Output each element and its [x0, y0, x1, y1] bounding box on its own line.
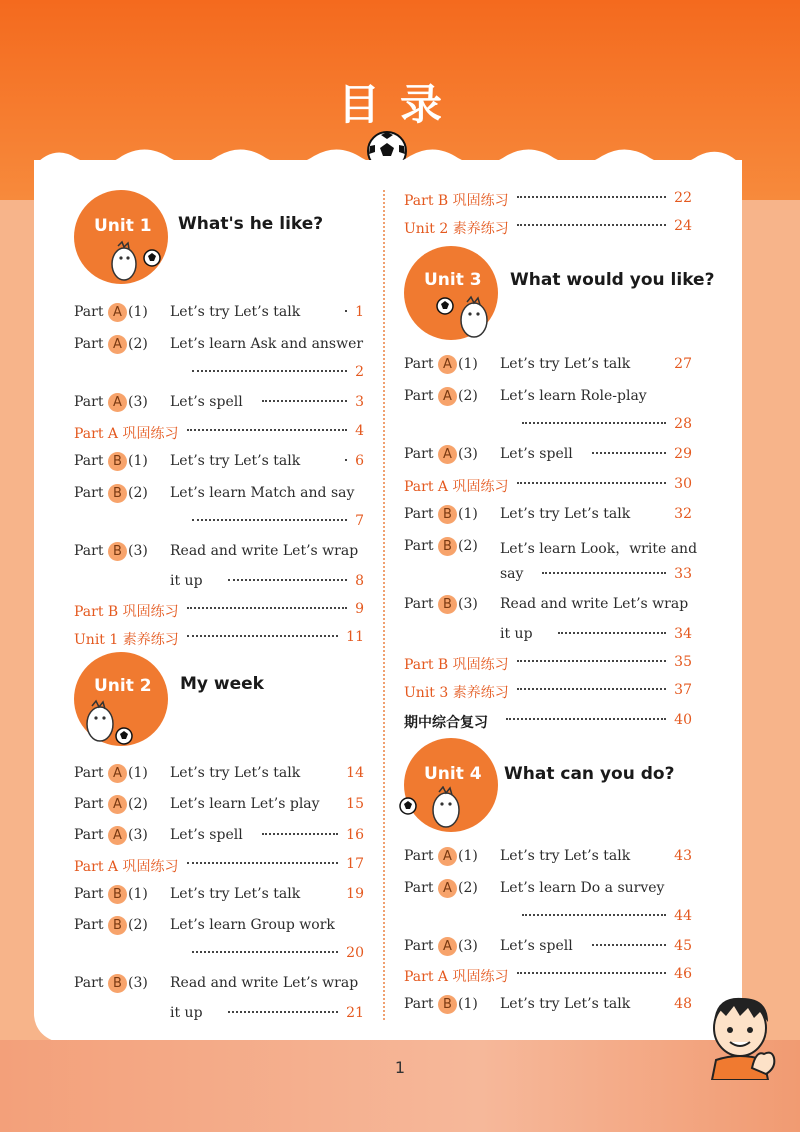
practice-label: Unit 3 素养练习 [404, 685, 509, 701]
leader-dots [517, 660, 667, 662]
page-title: 目录 [337, 80, 462, 129]
activity-label: Let’s learn Ask and answer [170, 336, 364, 352]
part-letter-badge: A [438, 847, 457, 866]
page-number-ref: 43 [674, 848, 692, 864]
part-label: Part [74, 394, 104, 410]
leader-dots [187, 429, 348, 431]
page-number-ref: 32 [674, 506, 692, 522]
activity-label: Let’s spell [170, 827, 243, 843]
page-number-ref: 28 [674, 416, 692, 432]
contents-row [404, 218, 692, 244]
dinosaur-mascot-icon [78, 698, 138, 748]
contents-row [404, 938, 692, 964]
part-number: (3) [128, 543, 148, 559]
page-number-ref: 3 [355, 394, 364, 410]
part-letter-badge: B [108, 542, 127, 561]
part-number: (3) [458, 596, 478, 612]
contents-row [404, 908, 692, 934]
part-number: (1) [458, 848, 478, 864]
unit-4-label: Unit 4 [424, 764, 482, 784]
unit-1-title: What's he like? [178, 214, 324, 234]
practice-label: Unit 1 素养练习 [74, 632, 179, 648]
leader-dots [228, 579, 347, 581]
activity-label: Let’s try Let’s talk [170, 886, 301, 902]
page-number-ref: 29 [674, 446, 692, 462]
dinosaur-mascot-icon [104, 240, 164, 286]
unit-3-label: Unit 3 [424, 270, 482, 290]
part-number: (1) [458, 356, 478, 372]
leader-dots [522, 422, 666, 424]
column-divider [383, 190, 385, 1020]
contents-row [74, 975, 364, 1001]
activity-label: Let’s learn Do a survey [500, 880, 665, 896]
activity-label: Let’s spell [500, 446, 573, 462]
part-letter-badge: B [108, 885, 127, 904]
part-letter-badge: B [108, 452, 127, 471]
contents-row [74, 364, 364, 390]
activity-label: Let’s spell [500, 938, 573, 954]
part-letter-badge: A [108, 335, 127, 354]
part-label: Part [74, 336, 104, 352]
part-number: (2) [458, 538, 478, 554]
leader-dots [592, 944, 666, 946]
part-label: Part [404, 848, 434, 864]
part-letter-badge: A [438, 445, 457, 464]
part-number: (1) [128, 886, 148, 902]
contents-row [404, 682, 692, 708]
page-number-ref: 46 [674, 966, 692, 982]
contents-row [404, 654, 692, 680]
leader-dots [542, 572, 666, 574]
activity-label: Let’s try Let’s talk [500, 848, 631, 864]
leader-dots [192, 370, 347, 372]
practice-label: Part B 巩固练习 [404, 193, 509, 209]
contents-row [404, 388, 692, 414]
contents-row [74, 485, 364, 511]
leader-dots [558, 632, 666, 634]
leader-dots [262, 833, 338, 835]
leader-dots [345, 310, 347, 312]
page-number-ref: 4 [355, 423, 364, 439]
page-number-ref: 11 [346, 629, 364, 645]
contents-row [74, 917, 364, 943]
part-label: Part [74, 975, 104, 991]
part-letter-badge: B [108, 484, 127, 503]
practice-label: Part B 巩固练习 [404, 657, 509, 673]
unit-4-title: What can you do? [504, 764, 675, 784]
part-label: Part [404, 880, 434, 896]
leader-dots [228, 1011, 338, 1013]
part-number: (2) [128, 336, 148, 352]
leader-dots [592, 452, 666, 454]
contents-card [34, 160, 742, 1042]
part-label: Part [74, 827, 104, 843]
part-number: (1) [128, 453, 148, 469]
contents-row [404, 476, 692, 502]
part-letter-badge: B [108, 974, 127, 993]
practice-label: Part A 巩固练习 [404, 969, 509, 985]
part-letter-badge: A [438, 387, 457, 406]
activity-label: Let’s learn Look，write and [500, 541, 698, 557]
activity-label: Let’s learn Match and say [170, 485, 355, 501]
page-number-ref: 19 [346, 886, 364, 902]
practice-label: Part B 巩固练习 [74, 604, 179, 620]
leader-dots [187, 607, 348, 609]
leader-dots [187, 635, 339, 637]
part-label: Part [74, 543, 104, 559]
page-number-ref: 15 [346, 796, 364, 812]
page-number-ref: 6 [355, 453, 364, 469]
contents-row [74, 513, 364, 539]
part-letter-badge: B [438, 995, 457, 1014]
page-number-ref: 30 [674, 476, 692, 492]
part-label: Part [404, 538, 434, 554]
leader-dots [522, 914, 666, 916]
contents-row [74, 304, 364, 330]
activity-label: Let’s learn Role-play [500, 388, 647, 404]
leader-dots [262, 400, 347, 402]
contents-row [404, 966, 692, 992]
page-number-ref: 8 [355, 573, 364, 589]
contents-row [74, 945, 364, 971]
activity-label: Read and write Let’s wrap [500, 596, 689, 612]
contents-row [74, 827, 364, 853]
part-number: (3) [128, 827, 148, 843]
activity-label: Let’s learn Group work [170, 917, 335, 933]
page-number-ref: 34 [674, 626, 692, 642]
leader-dots [187, 862, 339, 864]
review-label: 期中综合复习 [404, 715, 488, 731]
page-number-ref: 35 [674, 654, 692, 670]
boy-mascot-icon [702, 988, 782, 1080]
leader-dots [192, 951, 338, 953]
activity-continued: it up [170, 573, 203, 589]
practice-label: Part A 巩固练习 [404, 479, 509, 495]
contents-row [404, 446, 692, 472]
part-letter-badge: A [108, 393, 127, 412]
page-number-ref: 7 [355, 513, 364, 529]
part-letter-badge: B [438, 537, 457, 556]
page-number-ref: 22 [674, 190, 692, 206]
part-label: Part [404, 996, 434, 1012]
page-number-ref: 14 [346, 765, 364, 781]
practice-label: Part A 巩固练习 [74, 426, 179, 442]
contents-row [74, 1005, 364, 1031]
dinosaur-mascot-icon [434, 294, 504, 344]
practice-label: Part A 巩固练习 [74, 859, 179, 875]
page-number-ref: 33 [674, 566, 692, 582]
contents-row [74, 601, 364, 627]
part-letter-badge: B [438, 505, 457, 524]
page-number-ref: 2 [355, 364, 364, 380]
activity-label: Let’s try Let’s talk [170, 304, 301, 320]
activity-label: Let’s learn Let’s play [170, 796, 320, 812]
activity-label: Let’s try Let’s talk [170, 453, 301, 469]
contents-row [74, 543, 364, 569]
part-number: (3) [458, 446, 478, 462]
leader-dots [517, 972, 667, 974]
contents-row [74, 796, 364, 822]
leader-dots [517, 196, 667, 198]
contents-row [404, 848, 692, 874]
page-number-ref: 24 [674, 218, 692, 234]
leader-dots [506, 718, 666, 720]
part-letter-badge: A [108, 303, 127, 322]
part-label: Part [74, 917, 104, 933]
page-number-ref: 21 [346, 1005, 364, 1021]
part-letter-badge: B [108, 916, 127, 935]
contents-row [404, 538, 698, 564]
part-label: Part [74, 886, 104, 902]
contents-row [404, 190, 692, 216]
page-number-ref: 37 [674, 682, 692, 698]
part-label: Part [404, 446, 434, 462]
activity-label: Let’s spell [170, 394, 243, 410]
page-number-ref: 45 [674, 938, 692, 954]
contents-row [74, 765, 364, 791]
contents-row [74, 336, 364, 362]
part-number: (2) [128, 485, 148, 501]
part-number: (3) [128, 975, 148, 991]
part-number: (1) [458, 996, 478, 1012]
page-number: 1 [394, 1058, 406, 1077]
page-number-ref: 48 [674, 996, 692, 1012]
contents-row [404, 416, 692, 442]
page-number-ref: 44 [674, 908, 692, 924]
part-letter-badge: A [438, 937, 457, 956]
unit-1-label: Unit 1 [94, 216, 152, 236]
page-number-ref: 40 [674, 712, 692, 728]
contents-row [404, 996, 692, 1022]
page-number-ref: 20 [346, 945, 364, 961]
part-number: (2) [458, 880, 478, 896]
unit-2-title: My week [180, 674, 264, 694]
part-label: Part [404, 388, 434, 404]
activity-label: Let’s try Let’s talk [500, 506, 631, 522]
part-label: Part [74, 304, 104, 320]
activity-continued: it up [500, 626, 533, 642]
part-letter-badge: A [438, 879, 457, 898]
unit-3-title: What would you like? [510, 270, 715, 290]
part-label: Part [404, 938, 434, 954]
page-number-ref: 1 [355, 304, 364, 320]
part-number: (3) [458, 938, 478, 954]
contents-row [404, 356, 692, 382]
page-number-ref: 16 [346, 827, 364, 843]
unit-2-label: Unit 2 [94, 676, 152, 696]
activity-label: Read and write Let’s wrap [170, 975, 359, 991]
leader-dots [192, 519, 347, 521]
contents-row [404, 880, 692, 906]
activity-label: Let’s try Let’s talk [500, 356, 631, 372]
part-letter-badge: B [438, 595, 457, 614]
part-label: Part [74, 485, 104, 501]
contents-row [404, 566, 692, 592]
part-letter-badge: A [438, 355, 457, 374]
leader-dots [345, 459, 347, 461]
activity-label: Let’s try Let’s talk [500, 996, 631, 1012]
part-letter-badge: A [108, 764, 127, 783]
part-number: (2) [128, 796, 148, 812]
part-number: (1) [128, 765, 148, 781]
activity-continued: say [500, 566, 524, 582]
contents-row [74, 886, 364, 912]
dinosaur-mascot-icon [398, 786, 468, 836]
part-letter-badge: A [108, 826, 127, 845]
leader-dots [517, 224, 667, 226]
part-label: Part [404, 506, 434, 522]
contents-row [74, 856, 364, 882]
page-number-ref: 9 [355, 601, 364, 617]
part-number: (3) [128, 394, 148, 410]
bottom-band [0, 1040, 800, 1132]
contents-row [404, 626, 692, 652]
contents-row [74, 423, 364, 449]
part-label: Part [74, 796, 104, 812]
leader-dots [517, 482, 667, 484]
contents-row [74, 573, 364, 599]
activity-label: Read and write Let’s wrap [170, 543, 359, 559]
contents-row [74, 394, 364, 420]
part-number: (1) [458, 506, 478, 522]
contents-row [404, 596, 692, 622]
leader-dots [517, 688, 667, 690]
page-number-ref: 17 [346, 856, 364, 872]
part-label: Part [404, 356, 434, 372]
part-label: Part [74, 765, 104, 781]
part-number: (1) [128, 304, 148, 320]
part-label: Part [404, 596, 434, 612]
part-number: (2) [458, 388, 478, 404]
activity-continued: it up [170, 1005, 203, 1021]
contents-row [404, 506, 692, 532]
page-number-ref: 27 [674, 356, 692, 372]
practice-label: Unit 2 素养练习 [404, 221, 509, 237]
activity-label: Let’s try Let’s talk [170, 765, 301, 781]
part-label: Part [74, 453, 104, 469]
part-number: (2) [128, 917, 148, 933]
contents-row [74, 453, 364, 479]
contents-row [404, 712, 692, 738]
part-letter-badge: A [108, 795, 127, 814]
